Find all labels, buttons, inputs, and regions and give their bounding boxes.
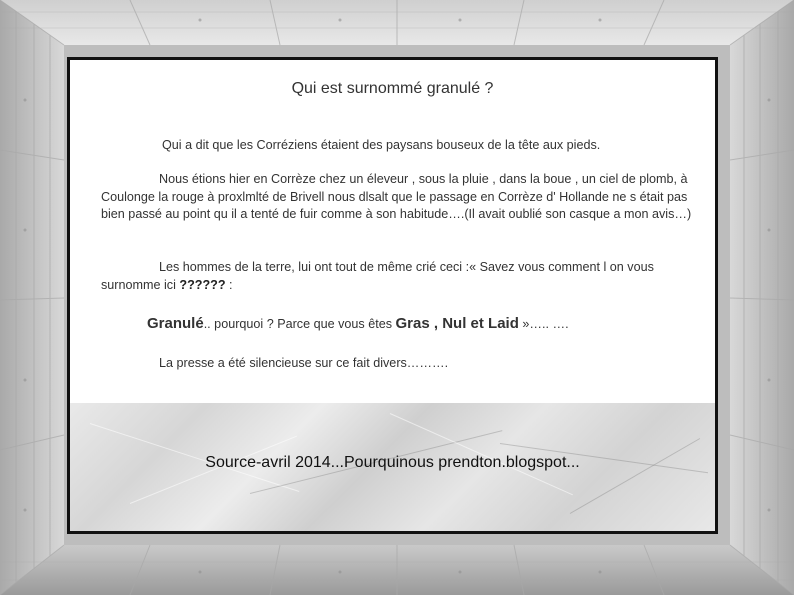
document-frame bbox=[67, 57, 718, 534]
paragraph-2: Nous étions hier en Corrèze chez un éleveur , sous la pluie , dans la boue , un ciel de plomb, à Coulonge la rouge à proxlmlté de Brivell nous dlsalt que le passage en Corrèze d' Hollande ne s était pas bien passé au point qu il a tenté de fuir comme à son habitude….(Il avait oublié son casque a mon avis…) bbox=[101, 172, 692, 222]
document-page bbox=[70, 60, 715, 403]
paragraph-1: Qui a dit que les Corréziens étaient des paysans bouseux de la tête aux pieds. bbox=[162, 138, 601, 152]
source-caption: Source-avril 2014...Pourquinous prendton.blogspot... bbox=[205, 454, 580, 471]
paragraph-5: La presse a été silencieuse sur ce fait divers………. bbox=[159, 356, 449, 370]
paragraph-3-text: Les hommes de la terre, lui ont tout de même crié ceci :« Savez vous comment l on vous surnomme ici bbox=[101, 260, 654, 292]
document-title: Qui est surnommé granulé ? bbox=[291, 80, 494, 97]
paragraph-4 bbox=[147, 315, 707, 334]
paragraph-4-middle: .. pourquoi ? Parce que vous êtes bbox=[203, 317, 396, 331]
question-marks: ?????? bbox=[179, 277, 226, 292]
paragraph-3 bbox=[101, 259, 692, 294]
gras-nul-laid-phrase: Gras , Nul et Laid bbox=[395, 315, 519, 332]
granule-word: Granulé bbox=[147, 315, 204, 332]
paragraph-4-end: »….. …. bbox=[518, 317, 569, 331]
paragraph-3-end: : bbox=[225, 277, 233, 292]
